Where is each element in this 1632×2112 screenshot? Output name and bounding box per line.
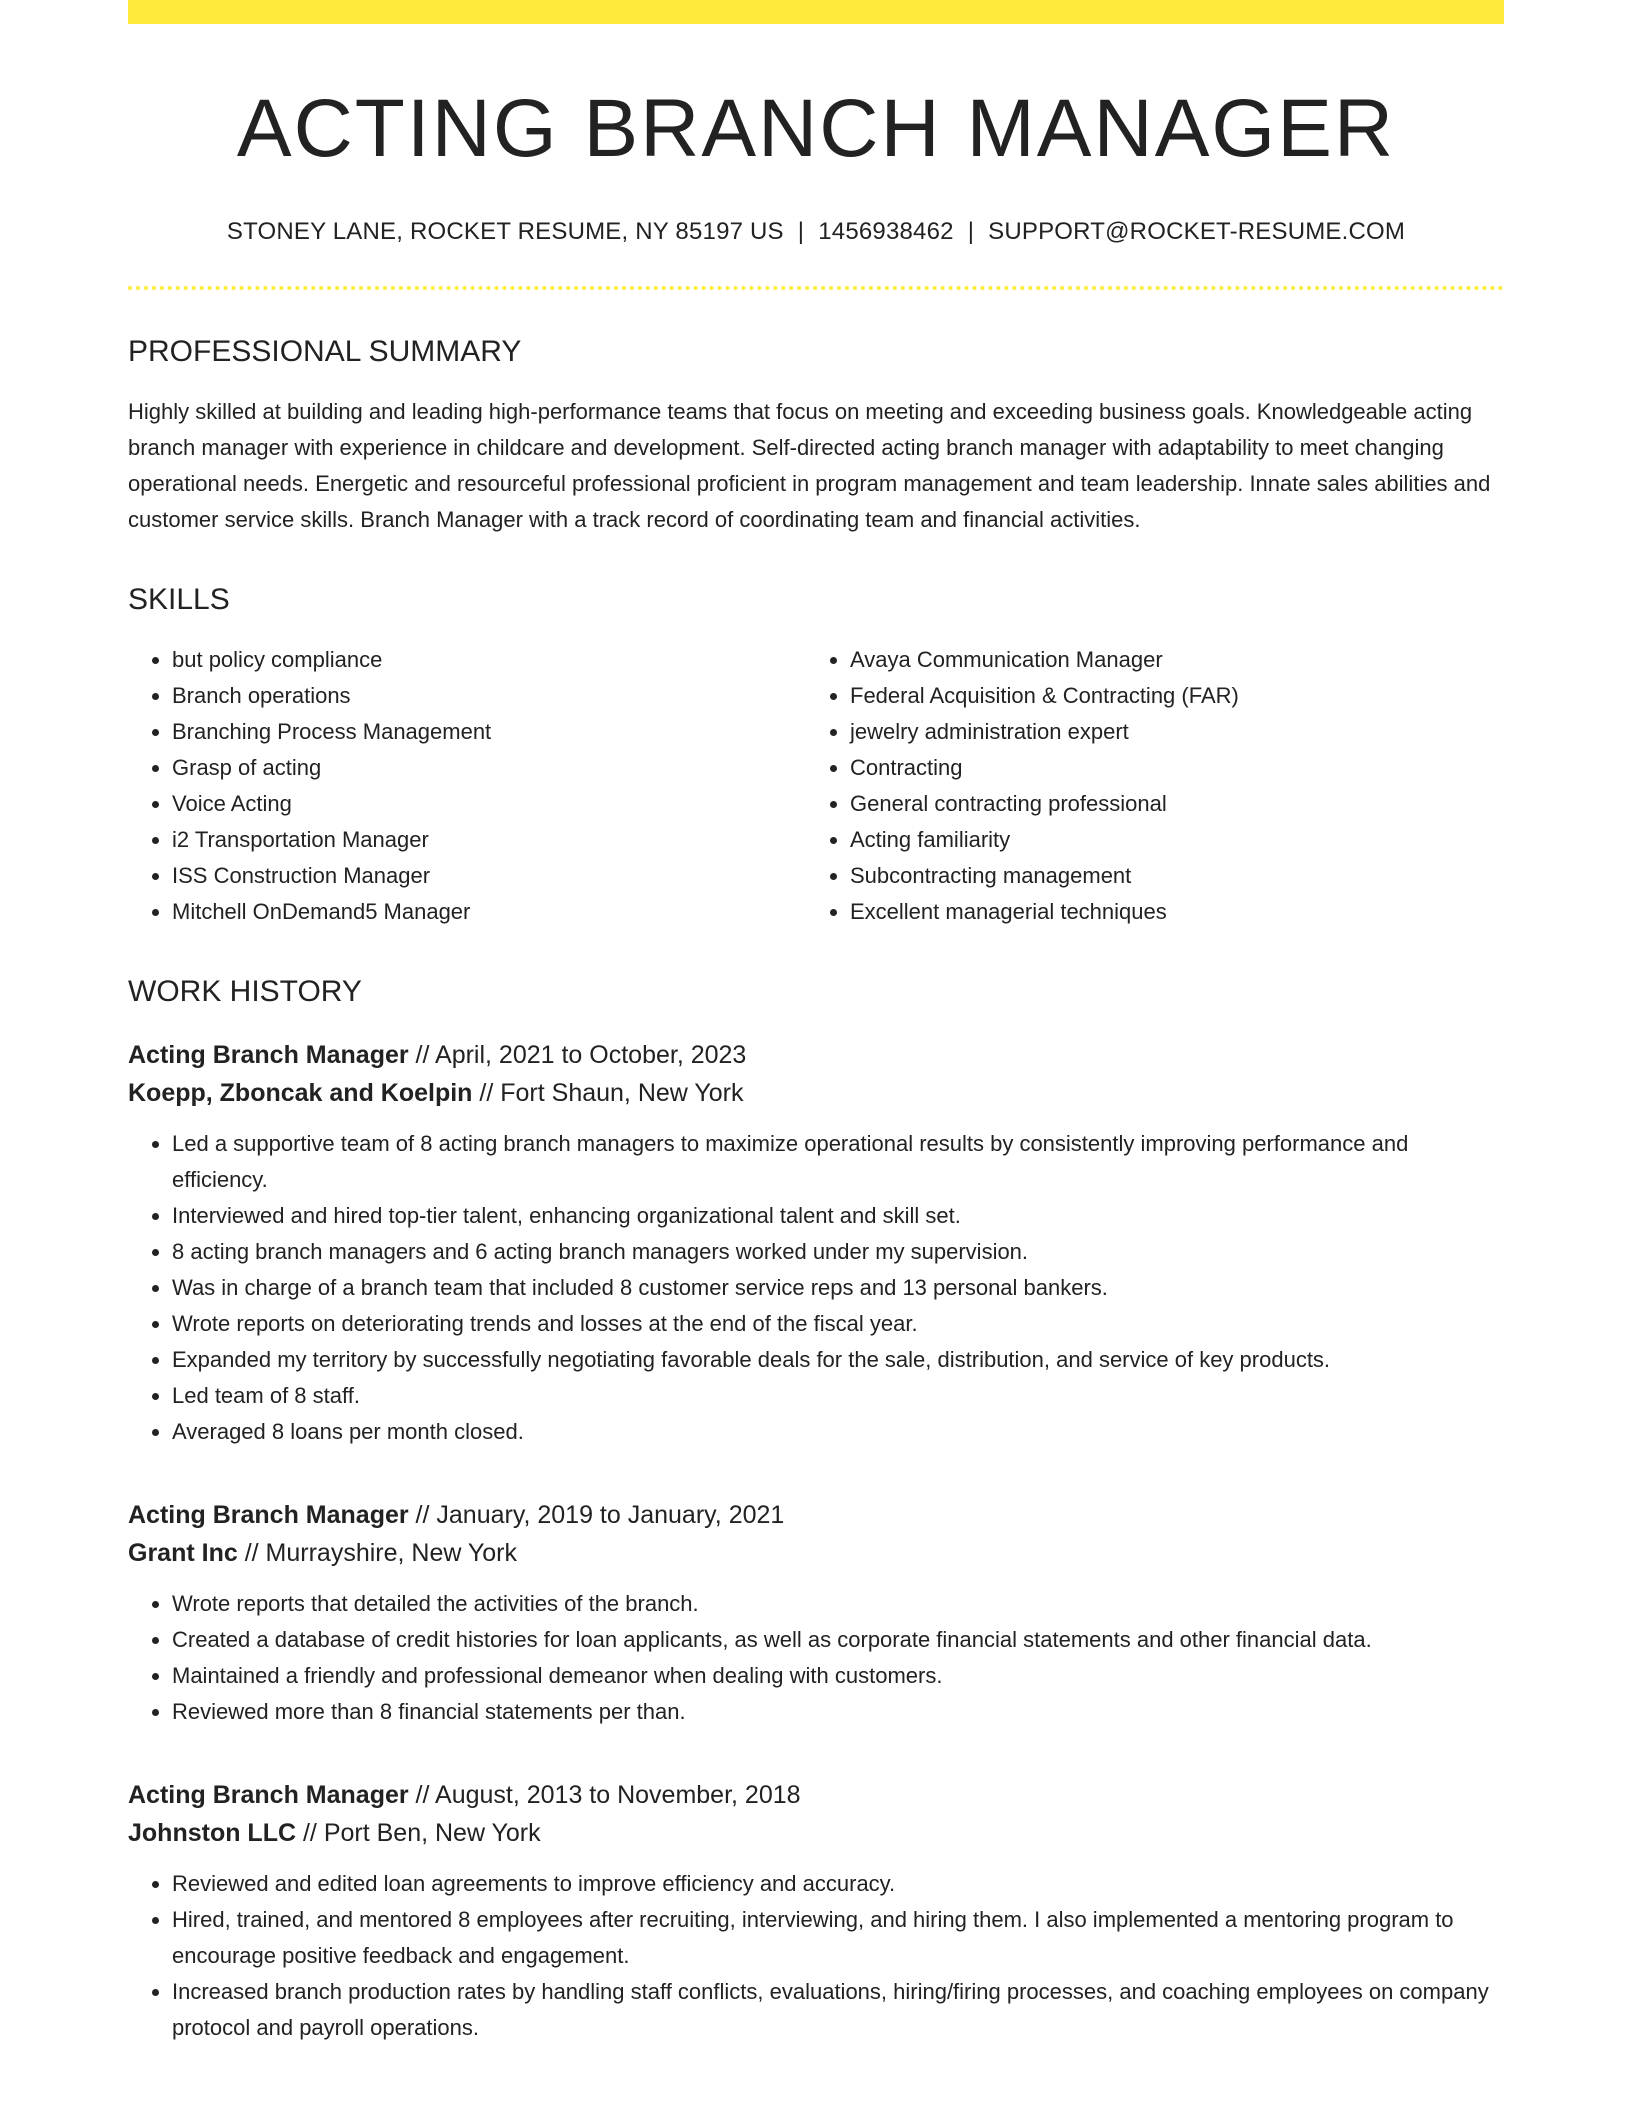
skill-item: • Federal Acquisition & Contracting (FAR) bbox=[850, 678, 1484, 714]
skill-item: • Avaya Communication Manager bbox=[850, 642, 1484, 678]
job-bullet: • Was in charge of a branch team that included 8 customer service reps and 13 personal bankers. bbox=[172, 1270, 1504, 1306]
job-company-line bbox=[128, 1534, 1504, 1572]
skills-column-left bbox=[128, 642, 806, 930]
job-bullet: • Reviewed more than 8 financial statements per than. bbox=[172, 1694, 1504, 1730]
job-entry bbox=[128, 1036, 1504, 1450]
skill-item: • Subcontracting management bbox=[850, 858, 1484, 894]
job-bullet: • Hired, trained, and mentored 8 employees after recruiting, interviewing, and hiring them. I also implemented a mentoring program to encourage positive feedback and engagement. bbox=[172, 1902, 1504, 1974]
job-bullet: • Expanded my territory by successfully negotiating favorable deals for the sale, distribution, and service of key products. bbox=[172, 1342, 1504, 1378]
job-bullet: • Led a supportive team of 8 acting branch managers to maximize operational results by consistently improving performance and efficiency. bbox=[172, 1126, 1504, 1198]
job-company: Koepp, Zboncak and Koelpin bbox=[128, 1079, 473, 1108]
skill-item: • Branch operations bbox=[172, 678, 806, 714]
skill-item: • General contracting professional bbox=[850, 786, 1484, 822]
resume-page bbox=[128, 0, 1504, 2046]
job-bullet: • Averaged 8 loans per month closed. bbox=[172, 1414, 1504, 1450]
job-bullet: • 8 acting branch managers and 6 acting branch managers worked under my supervision. bbox=[172, 1234, 1504, 1270]
skills-heading: SKILLS bbox=[128, 583, 230, 617]
job-company: Johnston LLC bbox=[128, 1819, 297, 1848]
job-role-line bbox=[128, 1776, 1504, 1814]
skill-item: • Mitchell OnDemand5 Manager bbox=[172, 894, 806, 930]
contact-phone: 1456938462 bbox=[818, 218, 954, 246]
job-bullet: • Led team of 8 staff. bbox=[172, 1378, 1504, 1414]
job-role: Acting Branch Manager bbox=[128, 1501, 409, 1530]
job-bullet-list bbox=[128, 1866, 1504, 2046]
job-location: // Murrayshire, New York bbox=[237, 1539, 518, 1568]
contact-separator: | bbox=[967, 218, 975, 246]
contact-line bbox=[128, 218, 1504, 246]
skill-item: • Grasp of acting bbox=[172, 750, 806, 786]
job-bullet: • Wrote reports on deteriorating trends and losses at the end of the fiscal year. bbox=[172, 1306, 1504, 1342]
job-role-line bbox=[128, 1496, 1504, 1534]
resume-title: ACTING BRANCH MANAGER bbox=[236, 83, 1396, 174]
job-bullet-list bbox=[128, 1586, 1504, 1730]
job-role: Acting Branch Manager bbox=[128, 1041, 409, 1070]
job-dates: // August, 2013 to November, 2018 bbox=[408, 1781, 801, 1810]
contact-separator: | bbox=[797, 218, 805, 246]
job-company: Grant Inc bbox=[128, 1539, 238, 1568]
skill-item: • Voice Acting bbox=[172, 786, 806, 822]
work-history-heading: WORK HISTORY bbox=[128, 975, 362, 1009]
skills-list bbox=[128, 642, 1504, 930]
job-dates: // April, 2021 to October, 2023 bbox=[408, 1041, 747, 1070]
skill-item: • Contracting bbox=[850, 750, 1484, 786]
contact-email: SUPPORT@ROCKET-RESUME.COM bbox=[988, 218, 1406, 246]
top-accent-bar bbox=[128, 0, 1504, 24]
skill-item: • Excellent managerial techniques bbox=[850, 894, 1484, 930]
job-bullet: • Interviewed and hired top-tier talent, enhancing organizational talent and skill set. bbox=[172, 1198, 1504, 1234]
skill-item: • jewelry administration expert bbox=[850, 714, 1484, 750]
job-entry bbox=[128, 1776, 1504, 2046]
job-bullet: • Increased branch production rates by handling staff conflicts, evaluations, hiring/firing processes, and coaching employees on company protocol and payroll operations. bbox=[172, 1974, 1504, 2046]
summary-text: Highly skilled at building and leading high-performance teams that focus on meeting and exceeding business goals. Knowledgeable acting branch manager with experience in childcare and development. Self-directed acting branch manager with adaptability to meet changing operational needs. Energetic and resourceful professional proficient in program management and team leadership. Innate sales abilities and customer service skills. Branch Manager with a track record of coordinating team and financial activities. bbox=[128, 399, 1491, 533]
job-company-line bbox=[128, 1814, 1504, 1852]
skill-item: • but policy compliance bbox=[172, 642, 806, 678]
summary-heading: PROFESSIONAL SUMMARY bbox=[128, 335, 522, 369]
job-role: Acting Branch Manager bbox=[128, 1781, 409, 1810]
job-location: // Fort Shaun, New York bbox=[472, 1079, 744, 1108]
skills-column-right bbox=[806, 642, 1484, 930]
skill-item: • Acting familiarity bbox=[850, 822, 1484, 858]
dotted-divider bbox=[128, 286, 1504, 290]
job-bullet: • Reviewed and edited loan agreements to improve efficiency and accuracy. bbox=[172, 1866, 1504, 1902]
job-location: // Port Ben, New York bbox=[296, 1819, 541, 1848]
job-company-line bbox=[128, 1074, 1504, 1112]
job-bullet: • Created a database of credit histories for loan applicants, as well as corporate financial statements and other financial data. bbox=[172, 1622, 1504, 1658]
skill-item: • Branching Process Management bbox=[172, 714, 806, 750]
job-bullet-list bbox=[128, 1126, 1504, 1450]
job-dates: // January, 2019 to January, 2021 bbox=[408, 1501, 785, 1530]
job-role-line bbox=[128, 1036, 1504, 1074]
skill-item: • ISS Construction Manager bbox=[172, 858, 806, 894]
skill-item: • i2 Transportation Manager bbox=[172, 822, 806, 858]
job-bullet: • Wrote reports that detailed the activities of the branch. bbox=[172, 1586, 1504, 1622]
contact-address: STONEY LANE, ROCKET RESUME, NY 85197 US bbox=[226, 218, 784, 246]
job-entry bbox=[128, 1496, 1504, 1730]
job-bullet: • Maintained a friendly and professional demeanor when dealing with customers. bbox=[172, 1658, 1504, 1694]
